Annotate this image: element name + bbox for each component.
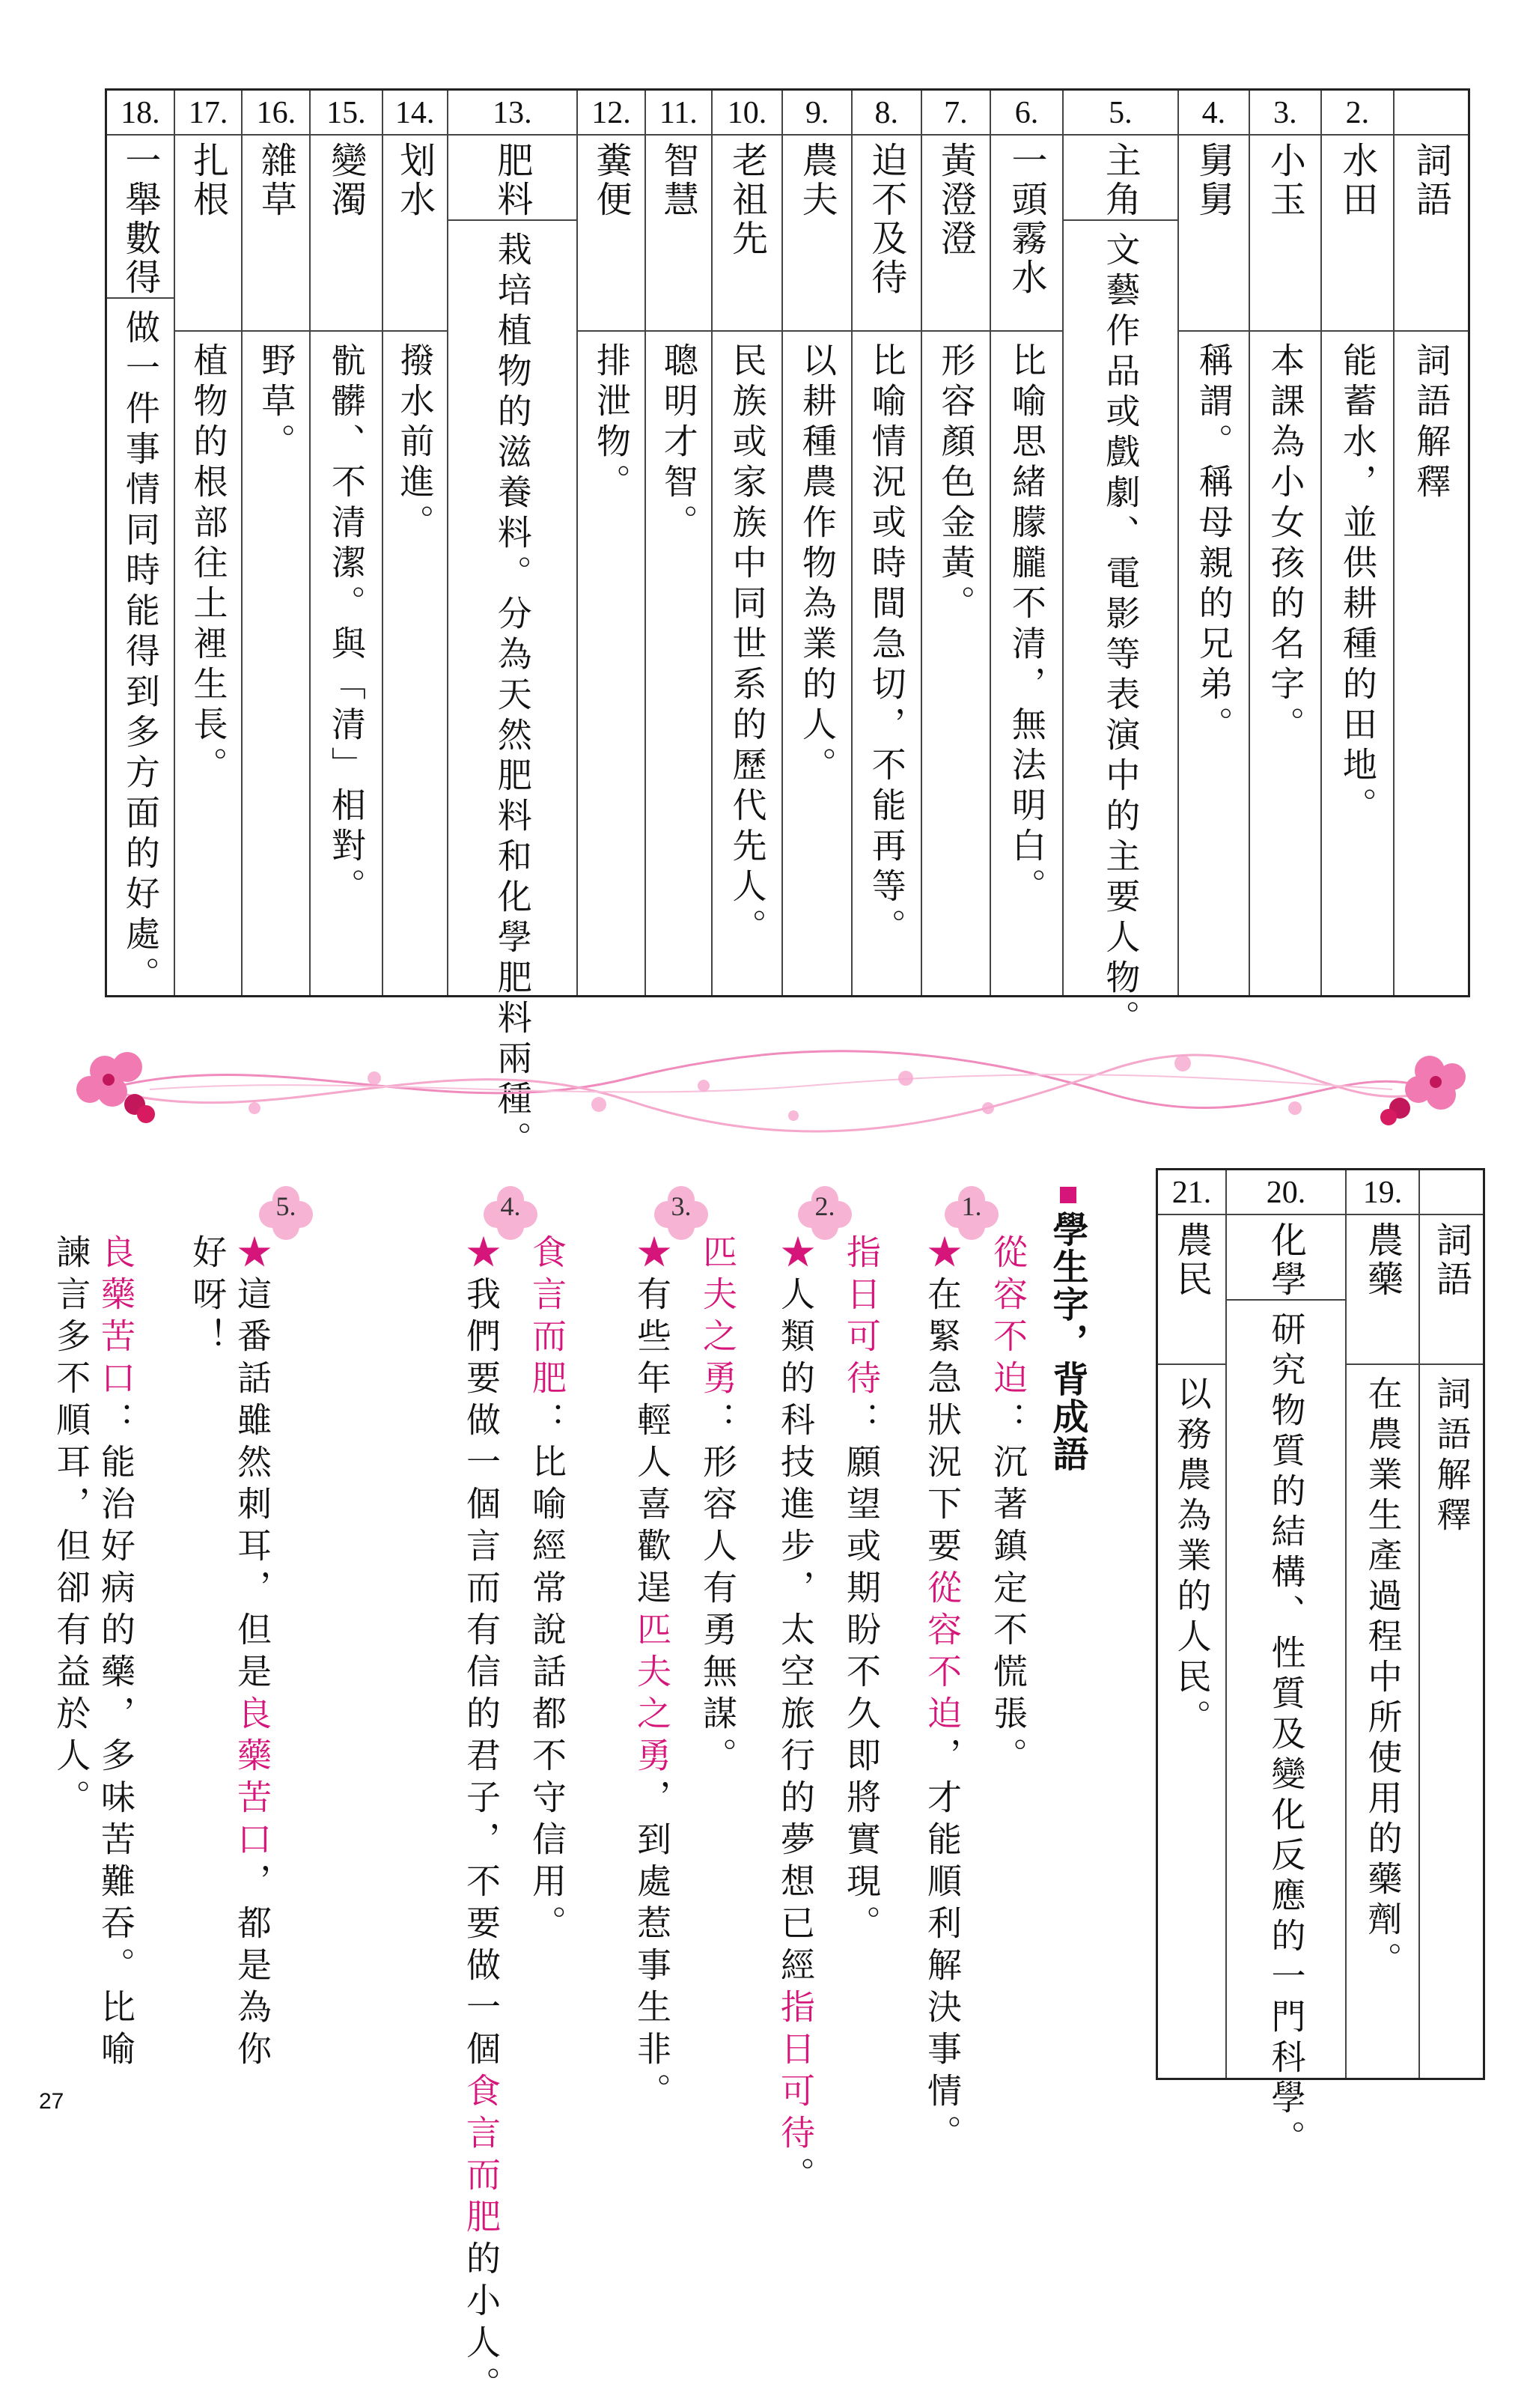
- idiom-entry: [51, 1183, 344, 2104]
- vocab-term: 農民: [1170, 1221, 1213, 1299]
- vocab-definition: 研究物質的結構、性質及變化反應的一門科學。: [1266, 1311, 1307, 2160]
- vocab-definition: 以耕種農作物為業的人。: [797, 342, 838, 787]
- vocab-definition: 本課為小女孩的名字。: [1265, 342, 1306, 747]
- idiom-example: ★我們要做一個言而有信的君子，不要做一個食言而肥的小人。: [461, 1234, 502, 2408]
- clover-badge: 5.: [256, 1183, 316, 1243]
- idiom-term: 從容不迫: [988, 1234, 1028, 1402]
- table-row: 2. 水田 能蓄水，並供耕種的田地。: [1320, 91, 1393, 995]
- vocabulary-table: [105, 88, 1470, 1161]
- idiom-entry: [434, 1183, 569, 2408]
- idiom-term: 食言而肥: [527, 1234, 567, 1402]
- vocab-term: 扎根: [186, 142, 229, 219]
- table-row: 14. 划水 撥水前進。: [382, 91, 447, 995]
- floral-divider: [60, 1033, 1475, 1138]
- idiom-entry: [895, 1183, 1030, 2156]
- header-definition: 詞語解釋: [1411, 342, 1452, 504]
- vocab-definition: 民族或家族中同世系的歷代先人。: [727, 342, 768, 949]
- idiom-term: 匹夫之勇: [698, 1234, 738, 1402]
- clover-badge: 1.: [942, 1183, 1002, 1243]
- vocab-term: 農夫: [796, 142, 838, 219]
- vocab-term: 舅舅: [1192, 142, 1234, 219]
- table-row: 4. 舅舅 稱謂。稱母親的兄弟。: [1177, 91, 1249, 995]
- page-number: 27: [39, 2089, 64, 2114]
- table-row: 6. 一頭霧水 比喻思緒朦朧不清，無法明白。: [990, 91, 1062, 995]
- table-row: 20. 化學 研究物質的結構、性質及變化反應的一門科學。: [1225, 1170, 1345, 2078]
- vocab-definition: 以務農為業的人民。: [1171, 1375, 1213, 1739]
- vocab-term: 農藥: [1361, 1221, 1404, 1299]
- header-term: 詞語: [1430, 1221, 1472, 1299]
- vocab-definition: 比喻思緒朦朧不清，無法明白。: [1006, 342, 1047, 908]
- idiom-example: ★在緊急狀況下要從容不迫，才能順利解決事情。: [922, 1234, 963, 2156]
- table-header-column: [1418, 1170, 1483, 2078]
- vocab-term: 雜草: [255, 142, 297, 219]
- vocab-term: 一頭霧水: [1005, 142, 1047, 297]
- idiom-entry: [605, 1183, 740, 2114]
- vocab-definition: 文藝作品或戲劇、電影等表演中的主要人物。: [1100, 231, 1142, 1040]
- idioms-section-title: 學生字，背成語: [1042, 1187, 1094, 1473]
- vocab-term: 水田: [1335, 142, 1378, 219]
- vocab-term: 糞便: [590, 142, 633, 219]
- vocab-term: 划水: [393, 142, 436, 219]
- table-row: 8. 迫不及待 比喻情況或時間急切，不能再等。: [851, 91, 921, 995]
- flower-icon: [1380, 1056, 1466, 1125]
- vocab-term: 主角: [1099, 142, 1142, 219]
- star-icon: ★: [922, 1234, 963, 1276]
- table-row: 13. 肥料 栽培植物的滋養料。分為天然肥料和化學肥料兩種。: [447, 91, 577, 995]
- table-row: 3. 小玉 本課為小女孩的名字。: [1249, 91, 1321, 995]
- flower-icon: [76, 1052, 155, 1123]
- table-row: 18. 一舉數得 做一件事情同時能得到多方面的好處。: [107, 91, 174, 995]
- idiom-term: 良藥苦口: [96, 1234, 136, 1402]
- table-row: 10. 老祖先 民族或家族中同世系的歷代先人。: [711, 91, 782, 995]
- idiom-entry: [749, 1183, 883, 2198]
- idiom-example: ★這番話雖然刺耳，但是良藥苦口，都是為你好呀！: [187, 1234, 272, 2073]
- header-term: 詞語: [1409, 142, 1452, 219]
- vocab-term: 肥料: [490, 142, 533, 219]
- vocab-definition: 栽培植物的滋養料。分為天然肥料和化學肥料兩種。: [492, 231, 533, 1161]
- vocab-term: 小玉: [1264, 142, 1306, 219]
- table-row: 7. 黃澄澄 形容顏色金黃。: [921, 91, 990, 995]
- idiom-definition: 指日可待：願望或期盼不久即將實現。: [841, 1234, 882, 1947]
- vocab-term: 迫不及待: [865, 142, 907, 297]
- vocab-term: 老祖先: [725, 142, 768, 258]
- vocab-definition: 做一件事情同時能得到多方面的好處。: [120, 309, 161, 997]
- idiom-definition: 匹夫之勇：形容人有勇無謀。: [698, 1234, 738, 1779]
- table-row: 17. 扎根 植物的根部往土裡生長。: [174, 91, 242, 995]
- table-row: 15. 變濁 骯髒、不清潔。與「清」相對。: [309, 91, 382, 995]
- table-row: 21. 農民 以務農為業的人民。: [1158, 1170, 1225, 2078]
- idiom-definition: 良藥苦口：能治好病的藥，多味苦難吞。比喻諫言多不順耳，但卻有益於人。: [51, 1234, 136, 2073]
- table-row: 9. 農夫 以耕種農作物為業的人。: [781, 91, 851, 995]
- square-bullet-icon: [1060, 1187, 1076, 1203]
- vocab-definition: 在農業生產過程中所使用的藥劑。: [1362, 1375, 1404, 1982]
- idiom-example: ★有些年輕人喜歡逞匹夫之勇，到處惹事生非。: [632, 1234, 672, 2114]
- vocab-definition: 骯髒、不清潔。與「清」相對。: [326, 342, 367, 908]
- star-icon: ★: [232, 1234, 272, 1276]
- vocab-definition: 聰明才智。: [658, 342, 699, 544]
- star-icon: ★: [632, 1234, 672, 1276]
- vocabulary-table-2: [1156, 1168, 1485, 2160]
- star-icon: ★: [461, 1234, 502, 1276]
- idiom-definition: 從容不迫：沉著鎮定不慌張。: [988, 1234, 1028, 1779]
- table-row: 12. 糞便 排泄物。: [576, 91, 644, 995]
- vocab-definition: 稱謂。稱母親的兄弟。: [1193, 342, 1234, 747]
- vocab-term: 一舉數得: [118, 142, 161, 297]
- vocab-definition: 排泄物。: [591, 342, 632, 504]
- vocab-definition: 形容顏色金黃。: [936, 342, 977, 625]
- vocab-definition: 撥水前進。: [394, 342, 436, 544]
- table-row: 5. 主角 文藝作品或戲劇、電影等表演中的主要人物。: [1062, 91, 1177, 995]
- table-row: 19. 農藥 在農業生產過程中所使用的藥劑。: [1345, 1170, 1418, 2078]
- clover-badge: 2.: [795, 1183, 855, 1243]
- vocab-term: 黃澄澄: [934, 142, 977, 258]
- vocab-term: 變濁: [324, 142, 367, 219]
- vocab-term: 化學: [1264, 1221, 1307, 1299]
- vocab-definition: 植物的根部往土裡生長。: [188, 342, 229, 787]
- vocab-term: 智慧: [656, 142, 699, 219]
- clover-badge: 3.: [651, 1183, 711, 1243]
- vocab-definition: 野草。: [256, 342, 297, 463]
- vocab-definition: 能蓄水，並供耕種的田地。: [1337, 342, 1378, 827]
- idiom-term: 指日可待: [841, 1234, 882, 1402]
- vocab-definition: 比喻情況或時間急切，不能再等。: [866, 342, 907, 949]
- header-definition: 詞語解釋: [1431, 1375, 1472, 1537]
- clover-badge: 4.: [481, 1183, 540, 1243]
- table-row: 11. 智慧 聰明才智。: [644, 91, 711, 995]
- idiom-definition: 食言而肥：比喻經常說話都不守信用。: [527, 1234, 567, 1947]
- table-row: 16. 雜草 野草。: [241, 91, 309, 995]
- star-icon: ★: [775, 1234, 816, 1276]
- idiom-example: ★人類的科技進步，太空旅行的夢想已經指日可待。: [775, 1234, 816, 2198]
- table-header-column: [1393, 91, 1468, 995]
